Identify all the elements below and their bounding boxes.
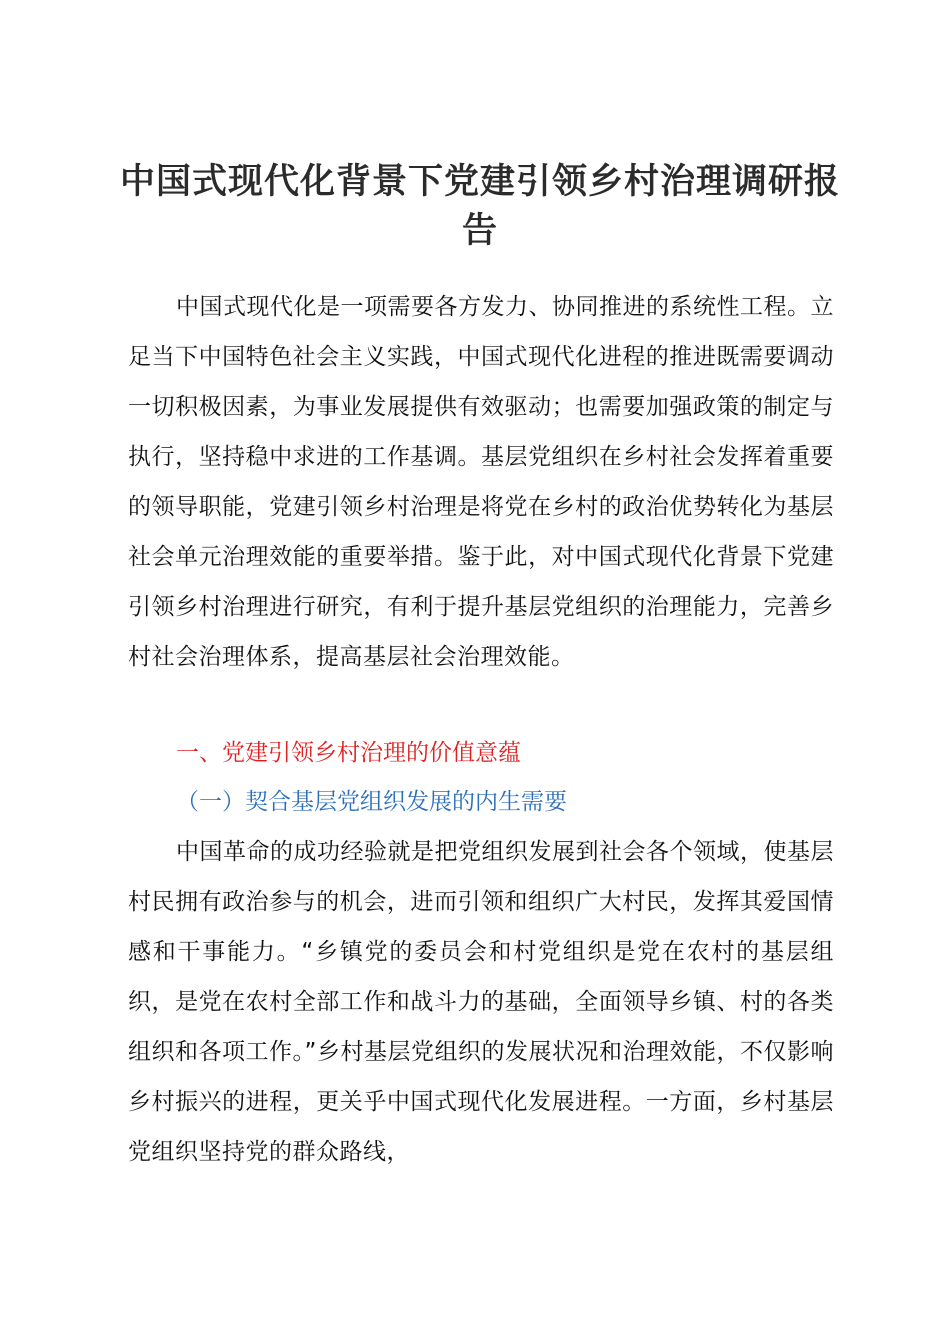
section-heading: 一、党建引领乡村治理的价值意蕴 (176, 740, 521, 766)
document-title: 中国式现代化背景下党建引领乡村治理调研报告 (120, 162, 841, 251)
intro-paragraph: 中国式现代化是一项需要各方发力、协同推进的系统性工程。立足当下中国特色社会主义实践，中国式现代化进程的推进既需要调动一切积极因素，为事业发展提供有效驱动；也需要加强政策的制定与执行，坚持稳中求进的工作基调。基层党组织在乡村社会发挥着重要的领导职能，党建引领乡村治理是将党在乡村的政治优势转化为基层社会单元治理效能的重要举措。鉴于此，对中国式现代化背景下党建引领乡村治理进行研究，有利于提升基层党组织的治理能力，完善乡村社会治理体系，提高基层社会治理效能。 (128, 294, 834, 670)
subsection-heading: （一）契合基层党组织发展的内生需要 (176, 789, 567, 815)
body-paragraph: 中国革命的成功经验就是把党组织发展到社会各个领域，使基层村民拥有政治参与的机会，进而引领和组织广大村民，发挥其爱国情感和干事能力。“乡镇党的委员会和村党组织是党在农村的基层组织，是党在农村全部工作和战斗力的基础，全面领导乡镇、村的各类组织和各项工作。”乡村基层党组织的发展状况和治理效能，不仅影响乡村振兴的进程，更关乎中国式现代化发展进程。一方面，乡村基层党组织坚持党的群众路线， (128, 839, 834, 1165)
